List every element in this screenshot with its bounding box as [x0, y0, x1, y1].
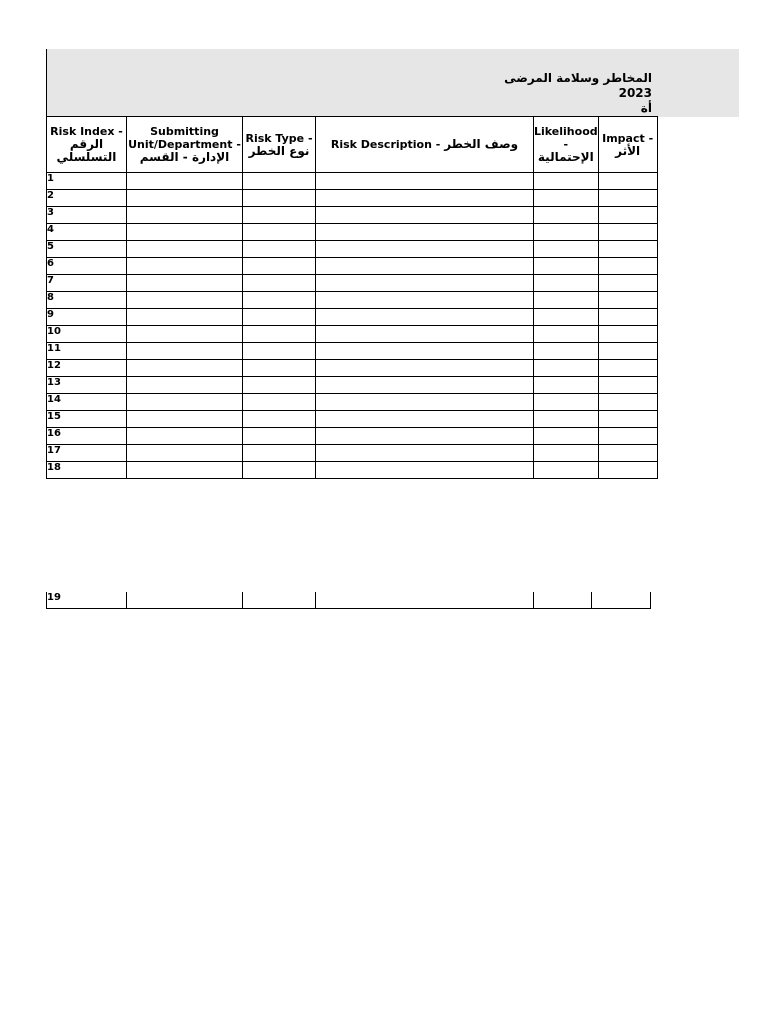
- cell-risk-type[interactable]: [243, 360, 316, 377]
- cell-submitting-unit[interactable]: [127, 241, 243, 258]
- cell-impact[interactable]: [598, 326, 657, 343]
- title-band: [46, 49, 739, 117]
- header-likelihood-en: Likelihood -: [534, 125, 598, 151]
- cell-submitting-unit[interactable]: [127, 377, 243, 394]
- cell-impact[interactable]: [598, 292, 657, 309]
- cell-risk-description[interactable]: [316, 411, 534, 428]
- row-index-cell[interactable]: 2: [47, 190, 127, 207]
- cell-risk-description[interactable]: [316, 326, 534, 343]
- cell-risk-description[interactable]: [316, 428, 534, 445]
- cell-likelihood[interactable]: [534, 462, 599, 479]
- cell-submitting-unit[interactable]: [127, 394, 243, 411]
- cell-risk-description[interactable]: [316, 258, 534, 275]
- row-index-cell[interactable]: 19: [47, 592, 127, 609]
- cell-risk-description[interactable]: [316, 207, 534, 224]
- cell-likelihood[interactable]: [534, 241, 599, 258]
- cell-impact[interactable]: [598, 224, 657, 241]
- table-row: [47, 190, 658, 207]
- row-index-cell[interactable]: 12: [47, 360, 127, 377]
- row-index-cell[interactable]: 9: [47, 309, 127, 326]
- table-row: [47, 258, 658, 275]
- table-row: [47, 445, 658, 462]
- cell-impact[interactable]: [598, 377, 657, 394]
- table-row: [47, 428, 658, 445]
- table-row: [47, 207, 658, 224]
- cell-submitting-unit[interactable]: [127, 360, 243, 377]
- row-index-cell[interactable]: 10: [47, 326, 127, 343]
- row-index-cell[interactable]: 7: [47, 275, 127, 292]
- row-index-cell[interactable]: 14: [47, 394, 127, 411]
- table-row: [47, 309, 658, 326]
- table-row: [47, 292, 658, 309]
- cell-risk-type[interactable]: [243, 292, 316, 309]
- row-index-cell[interactable]: 13: [47, 377, 127, 394]
- cell-submitting-unit[interactable]: [127, 224, 243, 241]
- cell-likelihood[interactable]: [534, 326, 599, 343]
- sheet-title: [352, 71, 652, 116]
- table-row: [47, 360, 658, 377]
- table-row: [47, 411, 658, 428]
- row-index-cell[interactable]: 1: [47, 173, 127, 190]
- row-index-cell[interactable]: 18: [47, 462, 127, 479]
- cell-risk-description[interactable]: [316, 592, 534, 609]
- cell-risk-type[interactable]: [243, 224, 316, 241]
- cell-risk-type[interactable]: [243, 241, 316, 258]
- cell-likelihood[interactable]: [534, 258, 599, 275]
- row-index-cell[interactable]: 5: [47, 241, 127, 258]
- cell-risk-type[interactable]: [243, 394, 316, 411]
- cell-risk-type[interactable]: [243, 462, 316, 479]
- row-index-cell[interactable]: 11: [47, 343, 127, 360]
- table-row: [47, 326, 658, 343]
- cell-risk-type[interactable]: [243, 309, 316, 326]
- cell-submitting-unit[interactable]: [127, 292, 243, 309]
- cell-impact[interactable]: [598, 241, 657, 258]
- cell-impact[interactable]: [598, 343, 657, 360]
- row-index-cell[interactable]: 3: [47, 207, 127, 224]
- cell-risk-description[interactable]: [316, 360, 534, 377]
- cell-risk-type[interactable]: [243, 275, 316, 292]
- row-index-cell[interactable]: 15: [47, 411, 127, 428]
- cell-risk-type[interactable]: [243, 326, 316, 343]
- row-index-cell[interactable]: 4: [47, 224, 127, 241]
- cell-risk-type[interactable]: [243, 428, 316, 445]
- cell-impact[interactable]: [598, 190, 657, 207]
- row-index-cell[interactable]: 16: [47, 428, 127, 445]
- cell-risk-type[interactable]: [243, 207, 316, 224]
- cell-impact[interactable]: [592, 592, 651, 609]
- header-risk-index[interactable]: [47, 117, 127, 173]
- cell-submitting-unit[interactable]: [127, 309, 243, 326]
- cell-risk-description[interactable]: [316, 292, 534, 309]
- cell-likelihood[interactable]: [534, 428, 599, 445]
- cell-impact[interactable]: [598, 394, 657, 411]
- cell-risk-description[interactable]: [316, 309, 534, 326]
- cell-impact[interactable]: [598, 258, 657, 275]
- cell-risk-type[interactable]: [243, 190, 316, 207]
- header-impact[interactable]: [598, 117, 657, 173]
- row-index-cell[interactable]: 8: [47, 292, 127, 309]
- header-submitting-unit-ar: الإدارة - القسم: [139, 150, 230, 164]
- cell-submitting-unit[interactable]: [127, 190, 243, 207]
- cell-likelihood[interactable]: [534, 292, 599, 309]
- cell-likelihood[interactable]: [534, 343, 599, 360]
- header-likelihood-ar: الإحتمالية: [537, 150, 594, 164]
- cell-risk-type[interactable]: [243, 258, 316, 275]
- cell-risk-description[interactable]: [316, 394, 534, 411]
- header-likelihood[interactable]: [534, 117, 599, 173]
- cell-likelihood[interactable]: [534, 377, 599, 394]
- cell-risk-type[interactable]: [243, 377, 316, 394]
- header-risk-index-en: Risk Index -: [50, 125, 123, 138]
- cell-likelihood[interactable]: [534, 394, 599, 411]
- cell-likelihood[interactable]: [534, 275, 599, 292]
- header-risk-description[interactable]: [316, 117, 534, 173]
- risk-register-row-19: [46, 592, 651, 609]
- cell-likelihood[interactable]: [534, 309, 599, 326]
- cell-likelihood[interactable]: [534, 445, 599, 462]
- header-risk-description-ar: وصف الخطر: [444, 137, 519, 151]
- table-row: [47, 275, 658, 292]
- header-risk-description-en: Risk Description -: [330, 138, 441, 151]
- cell-submitting-unit[interactable]: [127, 326, 243, 343]
- cell-submitting-unit[interactable]: [127, 173, 243, 190]
- cell-risk-description[interactable]: [316, 190, 534, 207]
- cell-submitting-unit[interactable]: [127, 207, 243, 224]
- cell-submitting-unit[interactable]: [127, 428, 243, 445]
- table-row: [47, 394, 658, 411]
- row-index-cell[interactable]: 6: [47, 258, 127, 275]
- header-risk-type-ar: نوع الخطر: [248, 143, 310, 158]
- cell-submitting-unit[interactable]: [127, 445, 243, 462]
- cell-submitting-unit[interactable]: [127, 411, 243, 428]
- cell-likelihood[interactable]: [534, 411, 599, 428]
- cell-risk-type[interactable]: [243, 411, 316, 428]
- cell-impact[interactable]: [598, 411, 657, 428]
- cell-likelihood[interactable]: [534, 360, 599, 377]
- table-row: [47, 377, 658, 394]
- cell-likelihood[interactable]: [534, 592, 592, 609]
- table-row: [47, 224, 658, 241]
- cell-impact[interactable]: [598, 173, 657, 190]
- cell-risk-description[interactable]: [316, 173, 534, 190]
- header-submitting-unit[interactable]: [127, 117, 243, 173]
- header-impact-ar: الأثر: [615, 143, 641, 158]
- cell-impact[interactable]: [598, 309, 657, 326]
- cell-risk-description[interactable]: [316, 445, 534, 462]
- cell-likelihood[interactable]: [534, 190, 599, 207]
- risk-register-table: [46, 116, 658, 479]
- cell-submitting-unit[interactable]: [127, 258, 243, 275]
- cell-likelihood[interactable]: [534, 224, 599, 241]
- header-risk-type-en: Risk Type -: [245, 131, 313, 145]
- table-row: [47, 343, 658, 360]
- table-row: [47, 173, 658, 190]
- table-row: [47, 241, 658, 258]
- cell-risk-type[interactable]: [243, 173, 316, 190]
- cell-submitting-unit[interactable]: [127, 592, 243, 609]
- title-line-2: 2023: [618, 86, 652, 100]
- cell-impact[interactable]: [598, 275, 657, 292]
- cell-risk-type[interactable]: [243, 592, 316, 609]
- cell-impact[interactable]: [598, 360, 657, 377]
- row-index-cell[interactable]: 17: [47, 445, 127, 462]
- title-line-3: أة: [640, 101, 652, 115]
- cell-submitting-unit[interactable]: [127, 275, 243, 292]
- cell-impact[interactable]: [598, 207, 657, 224]
- table-row: [47, 462, 658, 479]
- header-risk-index-ar: الرقم التسلسلي: [56, 137, 117, 164]
- cell-likelihood[interactable]: [534, 173, 599, 190]
- title-line-1: المخاطر وسلامة المرضى: [504, 71, 652, 85]
- header-submitting-unit-en: Submitting Unit/Department -: [128, 125, 241, 151]
- cell-submitting-unit[interactable]: [127, 462, 243, 479]
- header-risk-type[interactable]: [243, 117, 316, 173]
- cell-risk-description[interactable]: [316, 275, 534, 292]
- cell-likelihood[interactable]: [534, 207, 599, 224]
- cell-risk-description[interactable]: [316, 377, 534, 394]
- cell-risk-type[interactable]: [243, 343, 316, 360]
- cell-risk-description[interactable]: [316, 462, 534, 479]
- cell-risk-description[interactable]: [316, 224, 534, 241]
- cell-risk-description[interactable]: [316, 343, 534, 360]
- header-impact-en: Impact -: [602, 131, 654, 145]
- cell-impact[interactable]: [598, 428, 657, 445]
- cell-submitting-unit[interactable]: [127, 343, 243, 360]
- cell-risk-type[interactable]: [243, 445, 316, 462]
- cell-impact[interactable]: [598, 462, 657, 479]
- cell-impact[interactable]: [598, 445, 657, 462]
- cell-risk-description[interactable]: [316, 241, 534, 258]
